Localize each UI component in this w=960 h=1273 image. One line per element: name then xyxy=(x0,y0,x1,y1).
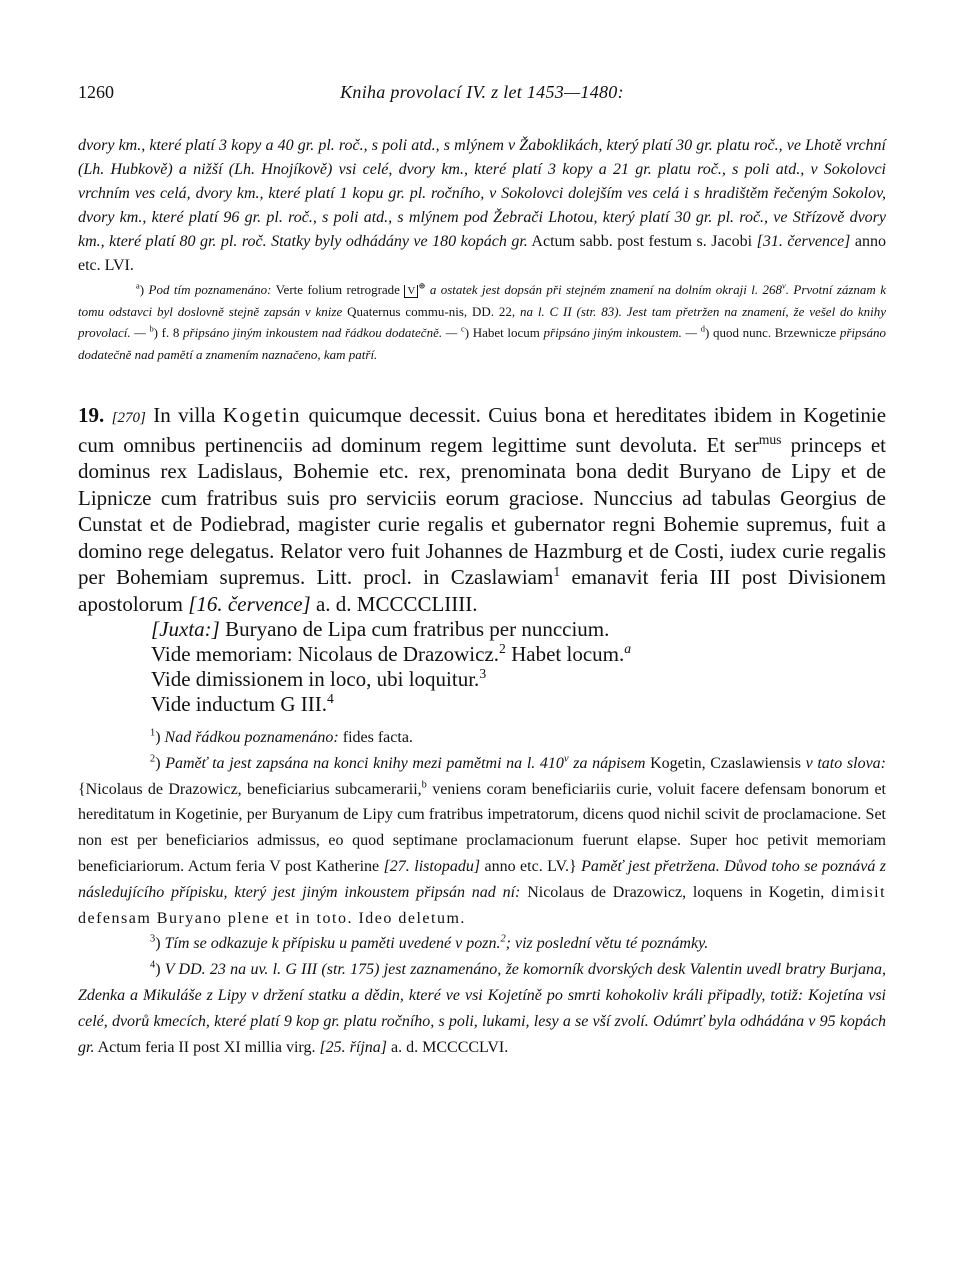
juxta-line xyxy=(151,617,886,642)
footnote-text: za nápisem xyxy=(573,754,646,772)
footnote-text: dimisit defensam Buryano plene et in toto. Ideo deletum. xyxy=(78,883,887,927)
footnotes xyxy=(78,725,886,1060)
footnote-text: v tato slova: xyxy=(805,754,887,772)
superscript: 4 xyxy=(327,691,334,706)
footnote-text: V DD. 23 na uv. l. G III (str. 175) jest zaznamenáno, že komorník dvorských desk Valentin uvedl bratry Burjana, Zdenka a Mikuláše z Lipy v držení statku a dědin, které ve vsi Kojetíně po smrti kohokoliv králi připadly, totiž: Kojetína vsi celé, dvorů kmecích, které platí 9 kop gr. platu ročního, s poli, lukami, lesy a se vší zvolí. Odúmrť byla odhádána v 95 kopách gr. xyxy=(78,961,886,1056)
footnote-text: Actum feria II post XI millia virg. xyxy=(97,1038,316,1056)
footnote-text: Tím se odkazuje k přípisku u paměti uvedené v pozn. xyxy=(164,935,501,953)
running-title: Kniha provolací IV. z let 1453—1480: xyxy=(340,82,624,102)
vide-line xyxy=(151,667,886,692)
text-run: Actum sabb. post festum s. Jacobi xyxy=(527,233,757,250)
entry-text: Kogetin xyxy=(222,403,302,427)
footnote-text: Verte folium retrograde xyxy=(275,282,400,297)
footnote-text: Paměť ta jest zapsána na konci knihy mezi pamětmi na l. 410 xyxy=(165,754,564,772)
footnote-text: Habet locum xyxy=(472,325,540,340)
superscript: 3 xyxy=(479,666,487,681)
footnote-text: Nad řádkou poznamenáno: xyxy=(164,729,339,746)
footnote-text: Pod tím poznamenáno: xyxy=(148,282,272,297)
footnote-text: veniens coram beneficiariis curie, voluit facere defensam bonorum et hereditatum in Kogetinie, per Buryanum de Lipy cum fratribus impetratorum, dicens quod nichil scivit de proclamacione. Set non est per beneficiarios admissus, eo quod septimane proclamacionum fuerunt elapse. Super hoc petivit memoriam beneficiariorum. Actum feria V post Katherine xyxy=(78,780,886,875)
vide-line xyxy=(151,692,886,717)
footnote-text: připsáno dodatečně nad pamětí a znamením naznačeno, kam patří. xyxy=(78,325,887,362)
footnote-text: připsáno jiným inkoustem. — xyxy=(543,325,698,340)
circle-symbol: ⊕ xyxy=(418,280,426,291)
vide-text: Vide inductum G III. xyxy=(151,692,328,716)
entry-text: quicumque decessit. Cuius bona et hereditates ibidem in Kogetinie cum omnibus pertinenciis ad dominum regem legittime sunt devoluta. Et ser xyxy=(78,403,887,457)
entry-ref: [270] xyxy=(111,410,146,426)
superscript: v xyxy=(563,753,569,765)
page-number: 1260 xyxy=(78,82,114,102)
entry-text: emanavit feria III post Divisionem apostolorum xyxy=(78,565,886,616)
text-run: dvory km., které platí 3 kopy a 40 gr. pl. roč., s poli atd., s mlýnem v Žaboklikách, který platí 30 gr. platu roč., ve Lhotě vrchní (Lh. Hubkově) a nižší (Lh. Hnojíkově) vsi celé, dvory km., které platí 3 kopy a 21 gr. platu roč., s poli atd., v Sokolovci vrchním ves celá, dvory km., které platí 1 kopu gr. pl. ročního, v Sokolovci dolejším ves celá i s hradištěm řečeným Sokolov, dvory km., které platí 96 gr. pl. roč., s poli atd., s mlýnem pod Žebrači Lhotou, který platí 30 gr. pl. roč., ve Střízově dvory km., které platí 80 gr. pl. roč. Statky byly odhádány ve 180 kopách gr. xyxy=(78,137,886,250)
superscript: 2 xyxy=(499,641,506,656)
footnote-text: Quaternus commu-nis, DD. 22, xyxy=(347,303,516,319)
footnote-mark: 4 xyxy=(150,959,156,971)
entry-date: [16. července] xyxy=(188,591,311,616)
footnote-text: . Prvotní záznam k tomu odstavci byl doslovně stejně zapsán v knize xyxy=(78,282,887,319)
footnote-mark: d xyxy=(700,323,705,334)
footnote-text: ; viz poslední větu té poznámky. xyxy=(505,935,709,953)
footnote-text: Kogetin, Czaslawiensis xyxy=(650,754,801,772)
footnote-mark: 2 xyxy=(150,753,156,765)
text-run: anno etc. LVI. xyxy=(78,233,887,274)
footnote-3: $^3$) Tím se odkazuje k přípisku u paměti uvedené v pozn.$^2$; viz poslední větu té poznámky. xyxy=(150,934,709,953)
vide-text: Vide memoriam: xyxy=(151,642,293,666)
footnote-mark: 1 xyxy=(150,727,156,739)
footnote-text: quod nunc. Brzewnicze xyxy=(712,325,837,340)
juxta-text: Buryano de Lipa cum fratribus per nunccium. xyxy=(225,617,610,641)
footnote-1: $^1$) Nad řádkou poznamenáno: fides facta. xyxy=(150,727,413,746)
top-footnotes: $^a$) Pod tím poznamenáno: Verte folium retrograde V ⊕ a ostatek jest dopsán při stejném znamení na dolním okraji l. 268$^v$. Prvotní záznam k tomu odstavci byl doslovně stejně zapsán v knize Quaternus commu-nis, DD. 22, na l. C II (str. 83). Jest tam přetržen na znamení, že vešel do knihy provolací. — $^b$) f. 8 připsáno jiným inkoustem nad řádkou dodatečně. — $^c$) Habet locum připsáno jiným inkoustem. — $^d$) quod nunc. Brzewnicze připsáno dodatečně nad pamětí a znamením naznačeno, kam patří. xyxy=(78,280,887,362)
footnote-mark: b xyxy=(149,323,154,334)
document-page xyxy=(78,82,886,1060)
footnote-text: fides facta. xyxy=(342,729,413,746)
entry-text: In villa xyxy=(153,403,216,427)
footnote-2: $^2$) Paměť ta jest zapsána na konci knihy mezi pamětmi na l. 410$^v$ za nápisem Kogetin, Czaslawiensis v tato slova: {Nicolaus de Drazowicz, beneficiarius subcamerarii,$^b$ veniens coram beneficiariis curie, voluit facere defensam bonorum et hereditatum in Kogetinie, per Buryanum de Lipy cum fratribus impetratorum, dicens quod nichil scivit de proclamacione. Set non est per beneficiarios admissus, eo quod septimane proclamacionum fuerunt elapse. Super hoc petivit memoriam beneficiariorum. Actum feria V post Katherine [27. listopadu] anno etc. LV.} Paměť jest přetržena. Důvod toho se poznává z následujícího přípisku, který jest jiným inkoustem připsán nad ní: Nicolaus de Drazowicz, loquens in Kogetin, dimisit defensam Buryano plene et in toto. Ideo deletum. xyxy=(78,753,887,927)
footnote-text: na l. C II (str. 83). Jest tam přetržen na znamení, že vešel do knihy provolací. — xyxy=(78,303,887,340)
vide-line xyxy=(151,642,886,667)
text-run: [31. července] xyxy=(756,233,851,250)
footnote-text: f. 8 xyxy=(161,325,180,340)
juxta-label: [Juxta:] xyxy=(151,617,220,641)
footnote-mark: 3 xyxy=(150,934,156,946)
entry-notes xyxy=(78,617,886,717)
footnote-text: připsáno jiným inkoustem nad řádkou dodatečně. — xyxy=(183,325,458,340)
superscript: 2 xyxy=(500,934,506,946)
entry-number: 19. xyxy=(78,403,105,427)
superscript: mus xyxy=(758,431,782,447)
entry-text: a. d. MCCCCLIIII. xyxy=(315,591,478,616)
superscript: a xyxy=(624,641,632,656)
entry-19 xyxy=(78,402,886,617)
footnote-date: [25. října] xyxy=(319,1038,388,1056)
superscript: 1 xyxy=(553,564,561,579)
footnote-sup: v xyxy=(782,280,786,291)
entry-text: princeps et dominus rex Ladislaus, Bohemie etc. rex, prenominata bona dedit Buryano de Lipy et de Lipnicze cum fratribus suis pro serviciis eorum graciose. Nunccius ad tabulas Georgius de Cunstat et de Podiebrad, magister curie regalis et gubernator regni Bohemie supremus, fuit a domino rege delegatus. Relator vero fuit Johannes de Hazmburg et de Costi, iudex curie regalis per Bohemiam supremus. Litt. procl. in Czaslawiam xyxy=(78,432,887,589)
footnote-text: {Nicolaus de Drazowicz, beneficiarius subcamerarii, xyxy=(78,780,422,798)
vide-small: Nicolaus de Drazowicz. xyxy=(297,642,500,666)
footnote-text: a ostatek jest dopsán při stejném znamení na dolním okraji l. 268 xyxy=(429,282,782,297)
footnote-4: $^4$) V DD. 23 na uv. l. G III (str. 175) jest zaznamenáno, že komorník dvorských desk Valentin uvedl bratry Burjana, Zdenka a Mikuláše z Lipy v držení statku a dědin, které ve vsi Kojetíně po smrti kohokoliv králi připadly, totiž: Kojetína vsi celé, dvorů kmecích, které platí 9 kop gr. platu ročního, s poli, lukami, lesy a se vší zvolí. Odúmrť byla odhádána v 95 kopách gr. Actum feria II post XI millia virg. [25. října] a. d. MCCCCLVI. xyxy=(78,959,886,1056)
vide-text: Vide dimissionem in loco, ubi loquitur. xyxy=(151,667,480,691)
superscript: b xyxy=(421,779,427,791)
footnote-date: [27. listopadu] xyxy=(383,857,481,875)
footnote-text: Paměť jest přetržena. Důvod toho se poznává z následujícího přípisku, který jest jiným inkoustem připsán nad ní: xyxy=(78,857,887,901)
vide-text: Habet locum. xyxy=(511,642,625,666)
footnote-mark: c xyxy=(460,323,465,334)
page-header xyxy=(78,82,886,120)
continued-paragraph xyxy=(78,134,886,278)
footnote-mark: a xyxy=(136,280,140,291)
footnote-text: anno etc. LV.} xyxy=(484,857,577,875)
v-box-symbol: V xyxy=(404,285,418,298)
footnote-text: Nicolaus de Drazowicz, loquens in Kogetin, xyxy=(527,883,825,901)
footnote-text: a. d. MCCCCLVI. xyxy=(391,1038,509,1056)
